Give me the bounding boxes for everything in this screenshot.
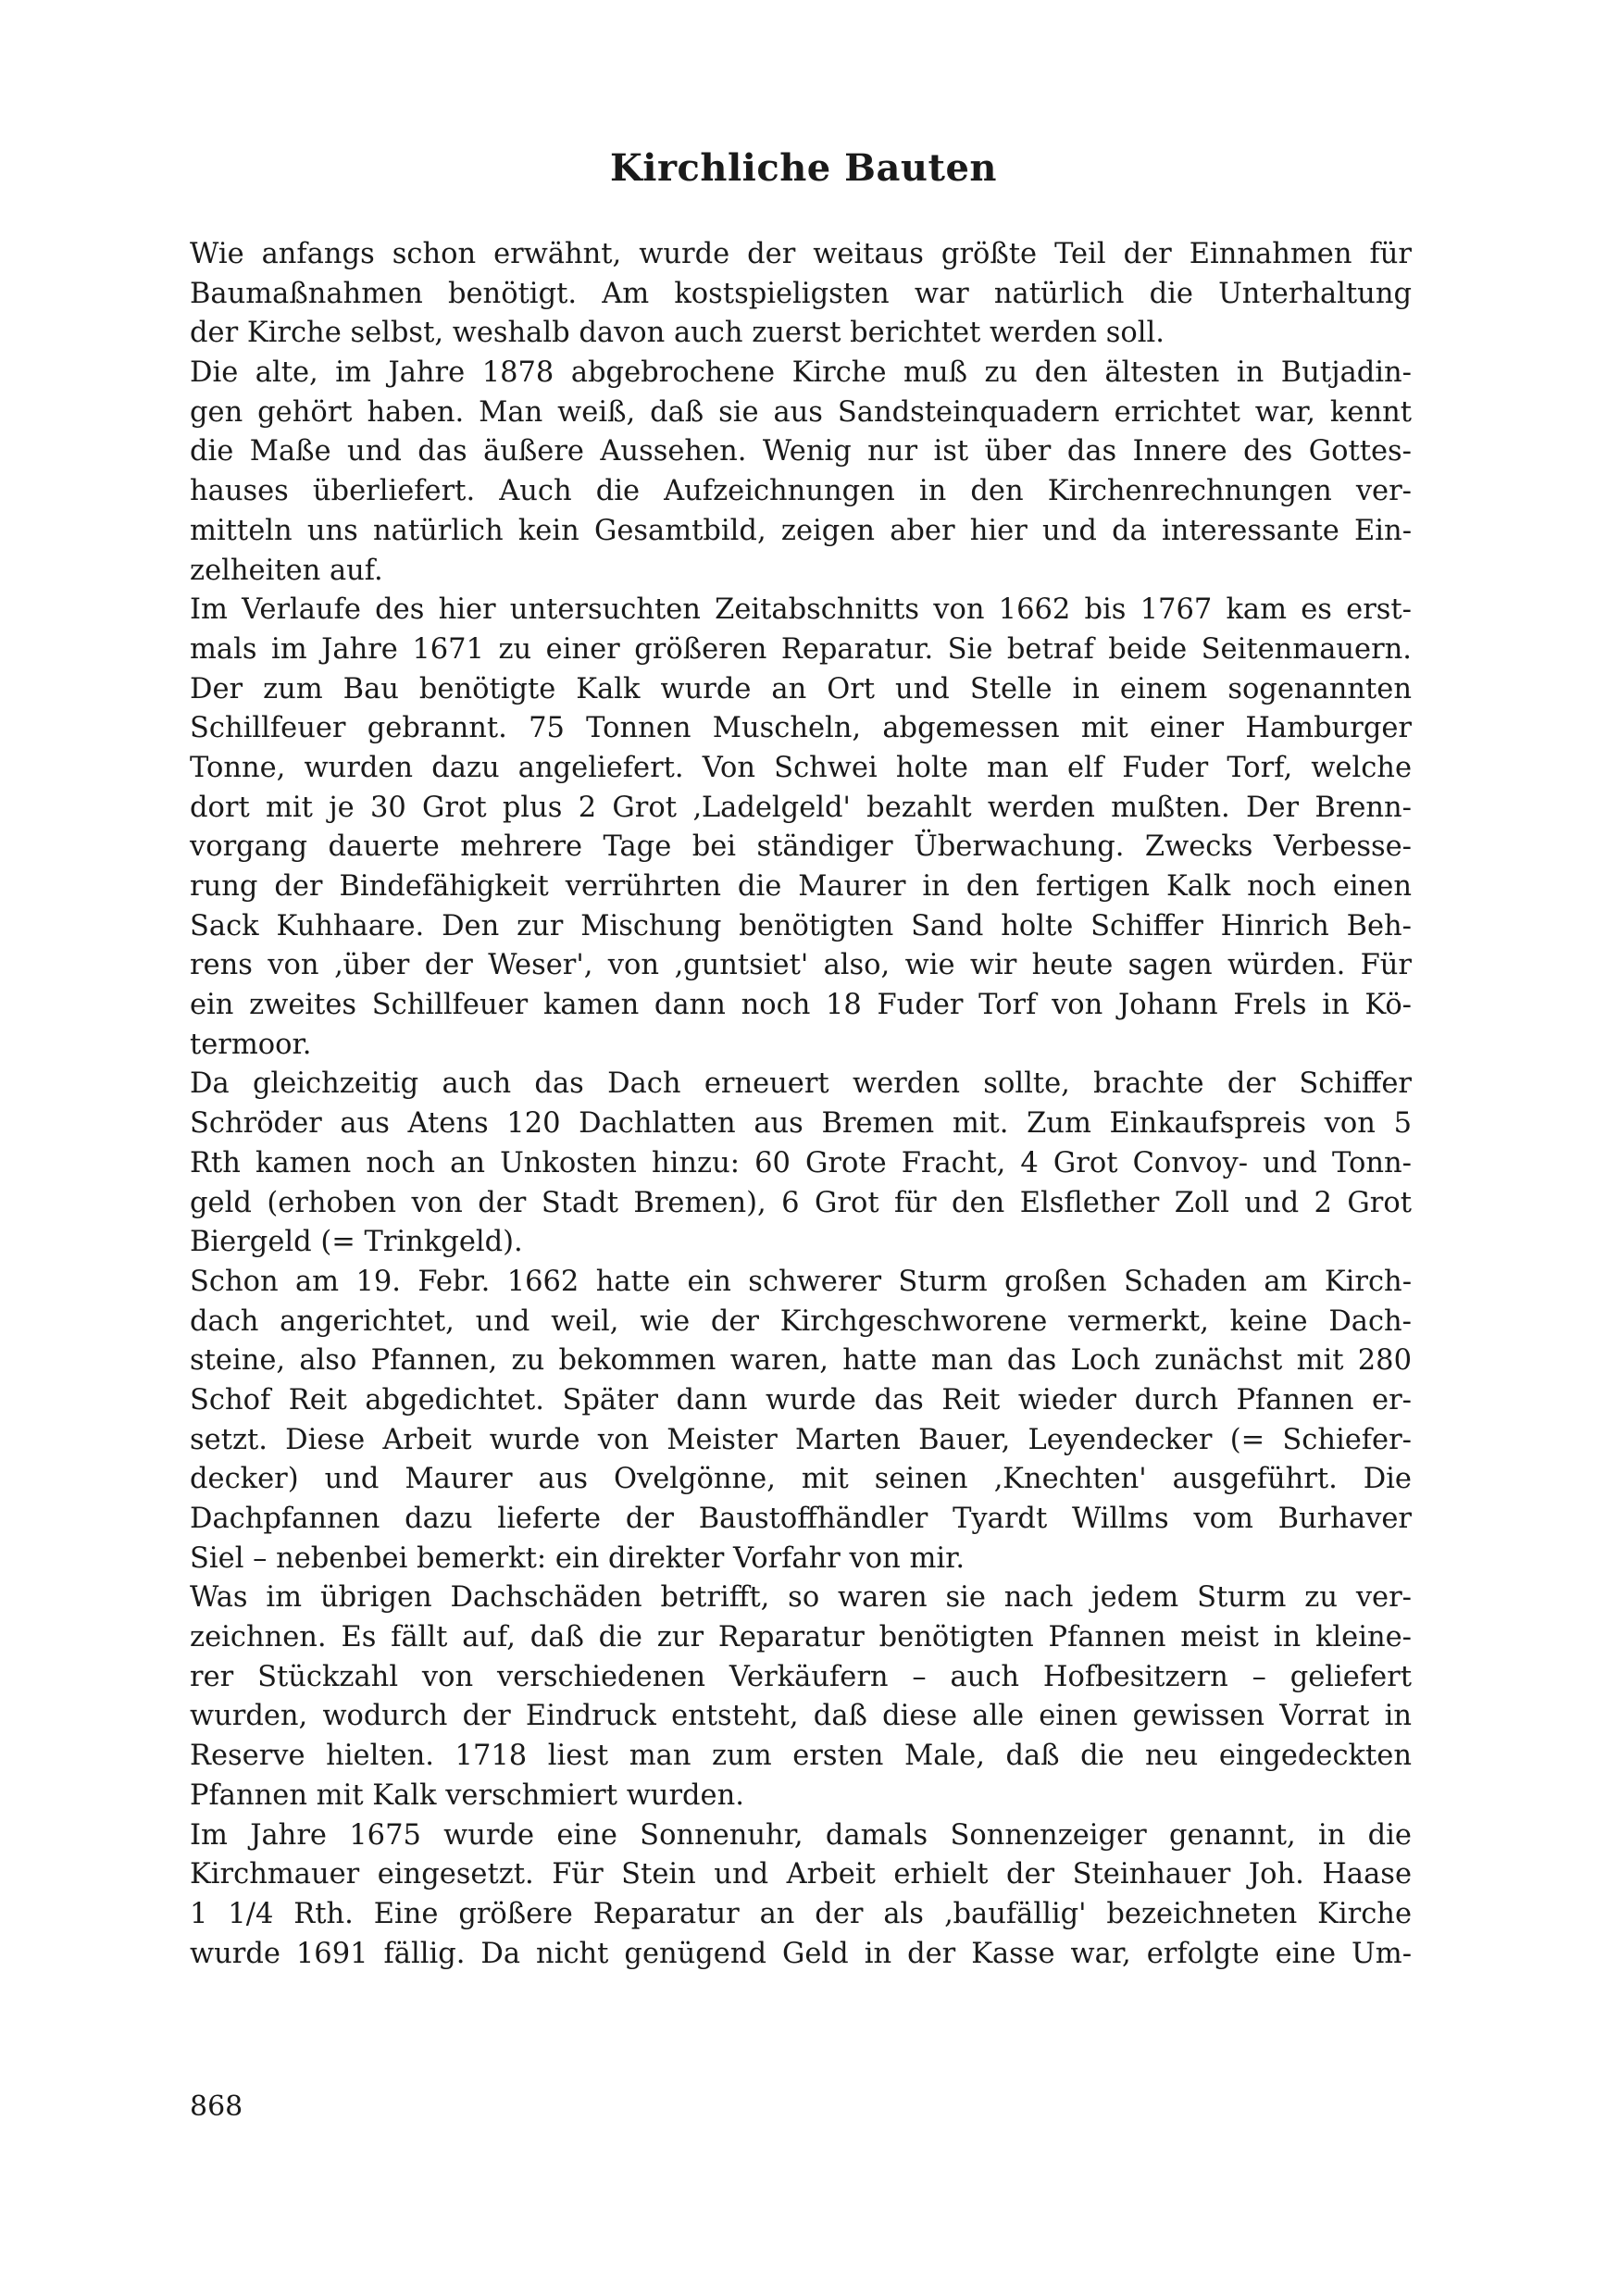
text-line: Rth kamen noch an Unkosten hinzu: 60 Grote Fracht, 4 Grot Convoy- und Tonn- bbox=[190, 1146, 1412, 1179]
text-line: zelheiten auf. bbox=[190, 554, 383, 587]
text-line: wurde 1691 fällig. Da nicht genügend Geld in der Kasse war, erfolgte eine Um- bbox=[190, 1937, 1412, 1970]
text-line: die Maße und das äußere Aussehen. Wenig nur ist über das Innere des Gottes- bbox=[190, 435, 1412, 468]
text-line: Die alte, im Jahre 1878 abgebrochene Kirche muß zu den ältesten in Butjadin- bbox=[190, 356, 1412, 390]
text-line: Da gleichzeitig auch das Dach erneuert werden sollte, brachte der Schiffer bbox=[190, 1067, 1412, 1101]
text-line: Reserve hielten. 1718 liest man zum ersten Male, daß die neu eingedeckten bbox=[190, 1740, 1412, 1773]
text-line: Wie anfangs schon erwähnt, wurde der weitaus größte Teil der Einnahmen für bbox=[190, 238, 1412, 270]
text-line: der Kirche selbst, weshalb davon auch zuerst berichtet werden soll. bbox=[190, 317, 1165, 350]
text-line: 1 1/4 Rth. Eine größere Reparatur an der als ‚baufällig' bezeichneten Kirche bbox=[190, 1897, 1412, 1930]
text-line: rung der Bindefähigkeit verrührten die Maurer in den fertigen Kalk noch einen bbox=[190, 870, 1412, 903]
text-line: Schröder aus Atens 120 Dachlatten aus Bremen mit. Zum Einkaufspreis von 5 bbox=[190, 1107, 1412, 1141]
text-line: geld (erhoben von der Stadt Bremen), 6 Grot für den Elsflether Zoll und 2 Grot bbox=[190, 1186, 1412, 1219]
text-line: rens von ‚über der Weser', von ‚guntsiet' also, wie wir heute sagen würden. Für bbox=[190, 949, 1412, 982]
page-number: 868 bbox=[190, 2090, 243, 2123]
text-line: dort mit je 30 Grot plus 2 Grot ‚Ladelgeld' bezahlt werden mußten. Der Brenn- bbox=[190, 791, 1412, 824]
text-line: Schof Reit abgedichtet. Später dann wurde das Reit wieder durch Pfannen er- bbox=[190, 1383, 1412, 1416]
text-line: wurden, wodurch der Eindruck entsteht, daß diese alle einen gewissen Vorrat in bbox=[190, 1700, 1412, 1733]
text-line: Kirchmauer eingesetzt. Für Stein und Arbeit erhielt der Steinhauer Joh. Haase bbox=[190, 1858, 1412, 1891]
text-line: setzt. Diese Arbeit wurde von Meister Marten Bauer, Leyendecker (= Schiefer- bbox=[190, 1423, 1412, 1456]
text-line: Schillfeuer gebrannt. 75 Tonnen Muscheln, abgemessen mit einer Hamburger bbox=[190, 712, 1412, 745]
text-line: Was im übrigen Dachschäden betrifft, so waren sie nach jedem Sturm zu ver- bbox=[190, 1581, 1412, 1615]
text-line: Siel – nebenbei bemerkt: ein direkter Vorfahr von mir. bbox=[190, 1541, 965, 1575]
page-title: Kirchliche Bauten bbox=[610, 146, 997, 190]
text-line: Tonne, wurden dazu angeliefert. Von Schwei holte man elf Fuder Torf, welche bbox=[190, 751, 1412, 784]
text-line: Biergeld (= Trinkgeld). bbox=[190, 1226, 523, 1259]
text-line: zeichnen. Es fällt auf, daß die zur Reparatur benötigten Pfannen meist in kleine- bbox=[190, 1621, 1412, 1654]
text-line: ein zweites Schillfeuer kamen dann noch 18 Fuder Torf von Johann Frels in Kö- bbox=[190, 989, 1412, 1022]
text-line: Im Verlaufe des hier untersuchten Zeitabschnitts von 1662 bis 1767 kam es erst- bbox=[190, 593, 1412, 627]
text-line: mitteln uns natürlich kein Gesamtbild, zeigen aber hier und da interessante Ein- bbox=[190, 514, 1412, 547]
text-line: hauses überliefert. Auch die Aufzeichnungen in den Kirchenrechnungen ver- bbox=[190, 475, 1412, 508]
text-line: Sack Kuhhaare. Den zur Mischung benötigten Sand holte Schiffer Hinrich Beh- bbox=[190, 909, 1412, 942]
text-line: Dachpfannen dazu lieferte der Baustoffhändler Tyardt Willms vom Burhaver bbox=[190, 1503, 1412, 1535]
text-line: Baumaßnahmen benötigt. Am kostspieligsten war natürlich die Unterhaltung bbox=[190, 277, 1412, 310]
text-line: termoor. bbox=[190, 1028, 312, 1061]
text-line: Im Jahre 1675 wurde eine Sonnenuhr, damals Sonnenzeiger genannt, in die bbox=[190, 1818, 1412, 1852]
body-text bbox=[190, 235, 1412, 1974]
text-line: dach angerichtet, und weil, wie der Kirchgeschworene vermerkt, keine Dach- bbox=[190, 1304, 1412, 1338]
text-line: Schon am 19. Febr. 1662 hatte ein schwerer Sturm großen Schaden am Kirch- bbox=[190, 1265, 1412, 1298]
text-line: Der zum Bau benötigte Kalk wurde an Ort und Stelle in einem sogenannten bbox=[190, 672, 1412, 705]
text-line: rer Stückzahl von verschiedenen Verkäufern – auch Hofbesitzern – geliefert bbox=[190, 1660, 1412, 1693]
text-line: steine, also Pfannen, zu bekommen waren, hatte man das Loch zunächst mit 280 bbox=[190, 1344, 1412, 1378]
text-line: vorgang dauerte mehrere Tage bei ständiger Überwachung. Zwecks Verbesse- bbox=[190, 830, 1412, 864]
text-line: Pfannen mit Kalk verschmiert wurden. bbox=[190, 1778, 744, 1812]
text-line: decker) und Maurer aus Ovelgönne, mit seinen ‚Knechten' ausgeführt. Die bbox=[190, 1463, 1412, 1496]
text-line: mals im Jahre 1671 zu einer größeren Reparatur. Sie betraf beide Seitenmauern. bbox=[190, 632, 1412, 666]
text-line: gen gehört haben. Man weiß, daß sie aus Sandsteinquadern errichtet war, kennt bbox=[190, 395, 1412, 429]
